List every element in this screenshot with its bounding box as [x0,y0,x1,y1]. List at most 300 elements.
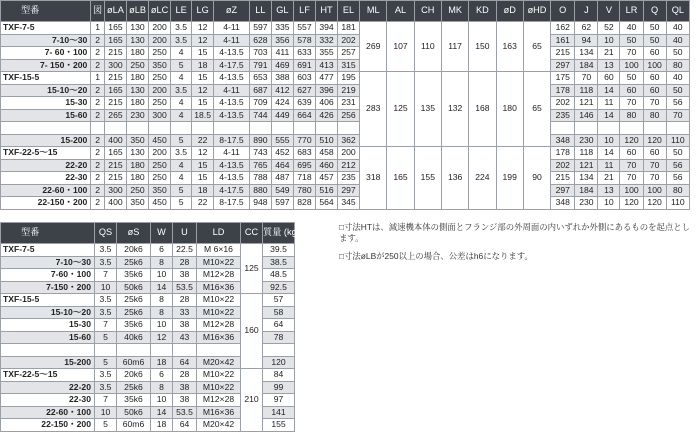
model-cell: 22-150・200 [1,419,95,432]
group-value-cell: 163 [496,22,523,72]
value-cell [151,344,173,357]
dimension-table [0,0,690,210]
value-cell: 14 [151,406,173,419]
value-cell: 1 [91,22,105,35]
value-cell: 60 [620,84,643,97]
value-cell: 718 [293,172,315,185]
value-cell [249,122,271,135]
model-cell [1,344,95,357]
column-header: AL [387,1,414,22]
value-cell: 53.5 [173,406,197,419]
value-cell: M12×28 [197,319,241,332]
value-cell: 300 [149,109,171,122]
value-cell: 350 [149,59,171,72]
mass-cell: 38.5 [263,256,295,269]
value-cell: 235 [338,172,360,185]
value-cell: 11 [598,97,620,110]
value-cell: 28 [173,256,197,269]
value-cell: 5 [171,184,192,197]
mass-cell: 48.5 [263,269,295,282]
value-cell: 35k6 [117,394,151,407]
mass-cell: 97 [263,394,295,407]
mass-cell: 78 [263,331,295,344]
value-cell: 3.5 [95,381,117,394]
column-header: LG [192,1,214,22]
value-cell: 257 [338,47,360,60]
value-cell [173,344,197,357]
value-cell: 202 [338,34,360,47]
value-cell: 8 [151,306,173,319]
value-cell: 100 [643,59,666,72]
value-cell: 350 [149,184,171,197]
group-value-cell: 283 [360,72,387,147]
value-cell: 5 [171,134,192,147]
value-cell: 8-17.5 [214,134,250,147]
model-cell: TXF-7-5 [1,22,91,35]
group-value-cell: 180 [496,72,523,147]
value-cell [338,122,360,135]
value-cell: 2 [91,184,105,197]
value-cell: 4-17.5 [214,184,250,197]
value-cell: 627 [293,84,315,97]
model-cell: 22-20 [1,381,95,394]
value-cell: 200 [338,147,360,160]
column-header: ML [360,1,387,22]
notes [339,222,694,269]
value-cell [271,122,293,135]
value-cell: 12 [192,34,214,47]
value-cell: 7 [95,319,117,332]
value-cell: 297 [551,59,575,72]
value-cell: 14 [598,84,620,97]
value-cell [315,122,337,135]
value-cell [91,122,105,135]
table-row [1,184,690,197]
model-cell: 22-30 [1,394,95,407]
value-cell: 70 [643,159,666,172]
model-cell: TXF-15-5 [1,294,95,307]
value-cell: 355 [315,47,337,60]
value-cell: 555 [271,134,293,147]
value-cell: 297 [551,184,575,197]
group-value-cell: 65 [523,72,550,147]
model-cell: 7-150・200 [1,281,95,294]
value-cell: 70 [620,159,643,172]
value-cell: 70 [643,97,666,110]
value-cell: 40 [620,22,643,35]
note-lb-tolerance: □寸法øLBが250以上の場合、公差はh6になります。 [339,251,533,261]
model-cell: 15-60 [1,331,95,344]
value-cell: 200 [149,147,171,160]
value-cell: 350 [127,197,149,210]
value-cell [666,122,689,135]
value-cell: 4-11 [214,84,250,97]
value-cell [575,122,598,135]
value-cell: 15 [192,72,214,85]
value-cell: 250 [149,159,171,172]
cc-cell: 160 [241,294,263,369]
value-cell: 180 [127,97,149,110]
value-cell: 100 [620,184,643,197]
value-cell: M16×36 [197,331,241,344]
value-cell: 60m6 [117,419,151,432]
column-header: KD [469,1,496,22]
value-cell [171,122,192,135]
value-cell: 4 [171,159,192,172]
cc-cell: 125 [241,244,263,294]
value-cell: 413 [315,59,337,72]
value-cell: 50 [643,22,666,35]
value-cell: 25k6 [117,256,151,269]
model-cell: 22-150・200 [1,197,91,210]
model-cell: 22-20 [1,159,91,172]
value-cell: 8-17.5 [214,197,250,210]
value-cell: 22 [192,197,214,210]
value-cell: 3.5 [95,306,117,319]
value-cell: 250 [149,97,171,110]
value-cell: 12 [192,22,214,35]
mass-cell [263,344,295,357]
value-cell: 120 [643,197,666,210]
value-cell: 118 [575,84,598,97]
value-cell: 64 [173,356,197,369]
value-cell: 4-11 [214,34,250,47]
value-cell: 10 [95,406,117,419]
value-cell: 60 [643,47,666,60]
model-cell: 15-30 [1,319,95,332]
value-cell: 118 [575,147,598,160]
table-row [1,294,295,307]
column-header: V [598,1,620,22]
group-value-cell: 150 [469,22,496,72]
value-cell: 4-13.5 [214,47,250,60]
table-row [1,34,690,47]
column-header: EL [338,1,360,22]
value-cell: 70 [575,72,598,85]
value-cell: 452 [271,147,293,160]
value-cell: 200 [149,22,171,35]
value-cell: 56 [666,172,689,185]
value-cell: 50k6 [117,281,151,294]
value-cell: 231 [338,97,360,110]
value-cell: 8 [151,381,173,394]
shaft-table [0,222,300,432]
value-cell: 348 [551,134,575,147]
value-cell: 28 [173,294,197,307]
model-cell: 7- 60・100 [1,47,91,60]
table-row [1,59,690,72]
group-value-cell: 155 [414,147,441,210]
group-value-cell: 199 [496,147,523,210]
value-cell: 2 [91,172,105,185]
value-cell: 14 [598,109,620,122]
value-cell: 683 [293,147,315,160]
value-cell: 449 [271,109,293,122]
value-cell: 2 [91,97,105,110]
value-cell: 14 [598,147,620,160]
model-cell: 22-30 [1,172,91,185]
value-cell: 332 [315,34,337,47]
value-cell: 60 [643,84,666,97]
value-cell: M12×28 [197,394,241,407]
value-cell: 35k6 [117,269,151,282]
value-cell: 100 [643,184,666,197]
value-cell: 4-11 [214,22,250,35]
group-value-cell: 318 [360,147,387,210]
table-row [1,22,690,35]
column-header: øHD [523,1,550,22]
group-value-cell: 110 [414,22,441,72]
value-cell: 6 [151,244,173,257]
value-cell: 788 [249,172,271,185]
value-cell: 15 [192,47,214,60]
value-cell: 134 [575,47,598,60]
value-cell: 394 [315,22,337,35]
value-cell: 4-17.5 [214,59,250,72]
value-cell: 120 [643,134,666,147]
value-cell: 130 [127,22,149,35]
value-cell: 250 [127,184,149,197]
value-cell: 743 [249,147,271,160]
value-cell: 50 [666,47,689,60]
value-cell: 175 [551,72,575,85]
group-value-cell: 65 [523,22,550,72]
value-cell: 219 [338,84,360,97]
value-cell: 4 [171,72,192,85]
value-cell: 300 [104,184,126,197]
value-cell: 464 [271,159,293,172]
table-row [1,369,295,382]
value-cell: 4-13.5 [214,97,250,110]
value-cell: M16×36 [197,406,241,419]
value-cell: 11 [598,159,620,172]
value-cell: 3.5 [171,22,192,35]
value-cell: 400 [104,197,126,210]
value-cell: 134 [575,172,598,185]
value-cell: 62 [575,22,598,35]
value-cell: 564 [315,197,337,210]
value-cell: 60 [620,147,643,160]
value-cell: 250 [149,47,171,60]
group-value-cell: 136 [441,147,468,210]
value-cell: 2 [91,197,105,210]
value-cell: 230 [127,109,149,122]
value-cell: 450 [149,197,171,210]
value-cell: 40 [666,22,689,35]
value-cell: 50k6 [117,406,151,419]
value-cell: 18 [192,184,214,197]
value-cell: 202 [551,97,575,110]
value-cell: 80 [666,184,689,197]
value-cell: 180 [127,172,149,185]
table-row [1,72,690,85]
value-cell: 121 [575,159,598,172]
value-cell: 94 [575,34,598,47]
value-cell: 10 [95,281,117,294]
model-cell: 22-60・100 [1,406,95,419]
column-header: 型番 [1,1,91,22]
value-cell: 13 [598,184,620,197]
value-cell: 70 [620,47,643,60]
model-cell: 22-60・100 [1,184,91,197]
value-cell: 460 [315,159,337,172]
value-cell: 457 [315,172,337,185]
value-cell: M20×42 [197,419,241,432]
column-header: øLC [149,1,171,22]
column-header: øZ [214,1,250,22]
value-cell: 20k6 [117,369,151,382]
value-cell: 80 [666,59,689,72]
value-cell: 5 [171,59,192,72]
group-value-cell: 125 [387,72,414,147]
value-cell: 3.5 [95,294,117,307]
value-cell: 60 [643,72,666,85]
value-cell [214,122,250,135]
value-cell: 5 [95,356,117,369]
value-cell: 709 [249,97,271,110]
value-cell: 890 [249,134,271,147]
value-cell: 60m6 [117,356,151,369]
value-cell: 10 [598,134,620,147]
note-ht: □寸法HTは、減速機本体の側面とフランジ部の外周面の内いずれか外側にあるものを起点とします。 [339,222,691,243]
value-cell: 15 [192,159,214,172]
value-cell: 5 [95,419,117,432]
value-cell [197,344,241,357]
value-cell: 549 [271,184,293,197]
column-header: 図 [91,1,105,22]
value-cell: 256 [338,109,360,122]
cc-cell: 210 [241,369,263,432]
table-row [1,97,690,110]
value-cell: 516 [315,184,337,197]
value-cell: 469 [271,59,293,72]
value-cell: 345 [338,197,360,210]
value-cell: 791 [249,59,271,72]
value-cell: 40 [666,72,689,85]
mass-cell: 155 [263,419,295,432]
value-cell: 130 [127,34,149,47]
value-cell: 22.5 [173,244,197,257]
table-row [1,122,690,135]
model-cell [1,122,91,135]
value-cell: 1 [91,72,105,85]
value-cell: 161 [551,34,575,47]
value-cell: 250 [127,59,149,72]
value-cell: 52 [598,22,620,35]
value-cell: 406 [315,97,337,110]
mass-cell: 57 [263,294,295,307]
value-cell: 7 [95,269,117,282]
value-cell: 21 [598,47,620,60]
table-row [1,134,690,147]
table-row [1,159,690,172]
value-cell: 5 [171,197,192,210]
value-cell: 165 [104,147,126,160]
mass-cell: 39.5 [263,244,295,257]
value-cell: M10×22 [197,256,241,269]
value-cell: 162 [551,22,575,35]
value-cell: 230 [575,134,598,147]
value-cell: 215 [104,159,126,172]
value-cell: M12×28 [197,269,241,282]
column-header: CC [241,223,263,244]
value-cell: 300 [104,59,126,72]
group-value-cell: 117 [441,22,468,72]
value-cell: 2 [91,47,105,60]
value-cell: 4 [171,172,192,185]
table-row [1,147,690,160]
value-cell: 53.5 [173,281,197,294]
value-cell: 578 [293,34,315,47]
mass-cell: 84 [263,369,295,382]
value-cell: 195 [338,72,360,85]
value-cell: M16×36 [197,281,241,294]
value-cell: 80 [643,109,666,122]
value-cell: 56 [666,159,689,172]
value-cell: 130 [127,147,149,160]
column-header: GL [271,1,293,22]
value-cell: 18 [192,59,214,72]
value-cell: 10 [151,269,173,282]
model-cell: 7-10～30 [1,34,91,47]
value-cell: 2 [91,134,105,147]
value-cell: M 6×16 [197,244,241,257]
value-cell: 477 [315,72,337,85]
value-cell: 184 [575,59,598,72]
value-cell: 120 [620,134,643,147]
value-cell: 388 [271,72,293,85]
column-header: HT [315,1,337,22]
value-cell: 50 [666,147,689,160]
column-header: LL [249,1,271,22]
value-cell: 40k6 [117,331,151,344]
value-cell: 6 [151,369,173,382]
value-cell: 603 [293,72,315,85]
value-cell [127,122,149,135]
value-cell: 703 [249,47,271,60]
model-cell: 15-10～20 [1,306,95,319]
column-header: LR [620,1,643,22]
value-cell: 653 [249,72,271,85]
value-cell [104,122,126,135]
mass-cell: 58 [263,306,295,319]
column-header: O [551,1,575,22]
table-row [1,197,690,210]
model-cell: 15-30 [1,97,91,110]
value-cell: 4 [171,109,192,122]
value-cell: 12 [192,84,214,97]
value-cell [598,122,620,135]
value-cell: 33 [173,306,197,319]
value-cell: 664 [293,109,315,122]
value-cell: 265 [104,109,126,122]
value-cell: 180 [127,72,149,85]
value-cell: 8 [151,256,173,269]
model-cell: 7- 150・200 [1,59,91,72]
value-cell: 70 [620,172,643,185]
shaft-table-header [1,223,295,244]
value-cell: 4-13.5 [214,109,250,122]
value-cell: 3.5 [95,244,117,257]
value-cell: 639 [293,97,315,110]
value-cell: 348 [551,197,575,210]
value-cell: 202 [551,159,575,172]
value-cell: 70 [620,97,643,110]
value-cell: 10 [151,319,173,332]
column-header: QS [95,223,117,244]
value-cell: 43 [173,331,197,344]
value-cell: 597 [249,22,271,35]
